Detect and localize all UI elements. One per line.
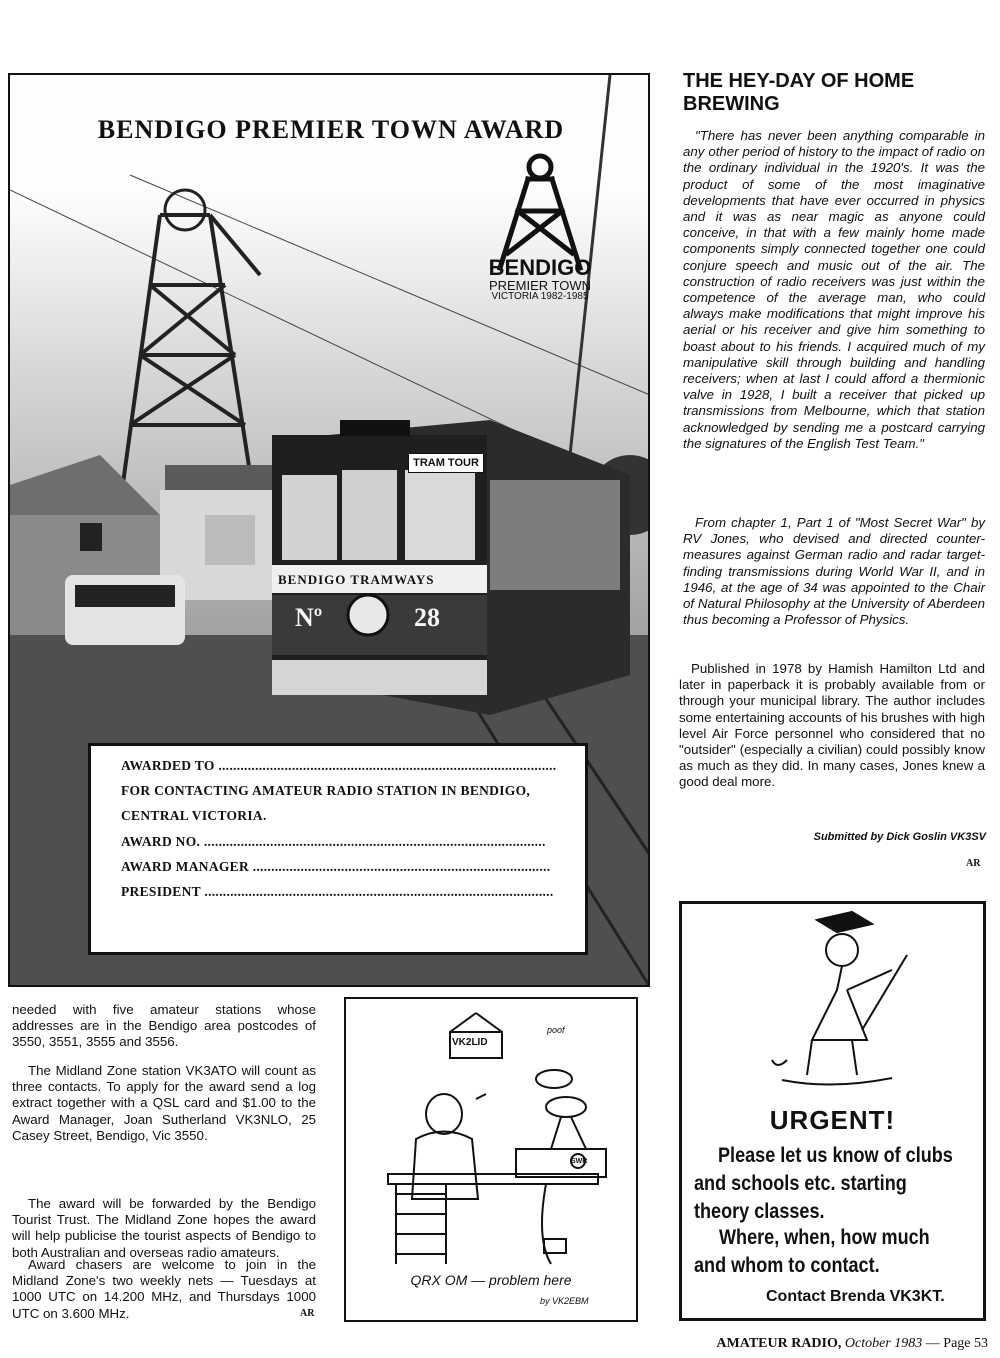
award-end-mark: AR [300, 1308, 315, 1319]
form-central-victoria: CENTRAL VICTORIA. [121, 808, 267, 823]
logo-name: BENDIGO [488, 255, 592, 280]
article-submitted-by: Submitted by Dick Goslin VK3SV [813, 831, 986, 843]
form-contacting: FOR CONTACTING AMATEUR RADIO STATION IN BENDIGO, [121, 783, 531, 798]
award-text-p1: needed with five amateur stations whose addresses are in the Bendigo area postcodes of 3550, 3551, 3555 and 3556. [12, 1002, 316, 1050]
cartoon-callsign-sign: VK2LID [452, 1037, 488, 1048]
article-source: From chapter 1, Part 1 of "Most Secret War" by RV Jones, who devised and directed counter-measures against German radio and radar target-finding transmissions during World War II, and in 1946, at the age of 34 was appointed to the Chair of Natural Philosophy at the University of Aberdeen thus becoming a Professor of Physics. [683, 515, 985, 628]
urgent-line-5: and whom to contact. [694, 1254, 880, 1277]
footer-date: October 1983 [844, 1336, 923, 1351]
cartoon-swr-meter: SWR [571, 1158, 588, 1165]
urgent-line-3: theory classes. [694, 1200, 825, 1223]
award-form [88, 743, 588, 955]
footer-page: — Page 53 [925, 1336, 988, 1351]
award-title: BENDIGO PREMIER TOWN AWARD [97, 115, 565, 144]
form-president: PRESIDENT ............................................................................................... [121, 884, 554, 899]
urgent-line-2: and schools etc. starting [694, 1172, 907, 1195]
award-text-p2: The Midland Zone station VK3ATO will count as three contacts. To apply for the award send a log extract together with a QSL card and $1.00 to the Award Manager, Joan Sutherland VK3NLO, 25 Casey Street, Bendigo, Vic 3550. [12, 1063, 316, 1143]
form-award-manager: AWARD MANAGER ................................................................................. [121, 859, 551, 874]
award-text-p4: Award chasers are welcome to join in the Midland Zone's two weekly nets — Tuesdays at 1000 UTC on 14.200 MHz, and Thursdays 1000 UTC on 3.600 MHz. [12, 1257, 316, 1321]
article-published: Published in 1978 by Hamish Hamilton Ltd and later in paperback it is probably available from or through your municipal library. The author includes some entertaining accounts of his brushes with high level Air Force personnel who considered that no "outsider" (especially a civilian) could possibly know as much as they did. In many cases, Jones knew a good deal more. [679, 661, 985, 790]
teacher-girl-illustration [742, 910, 922, 1100]
article-heading: THE HEY-DAY OF HOME BREWING [683, 70, 915, 115]
logo-years: VICTORIA 1982-1985 [491, 291, 589, 302]
tram-destination-sign: TRAM TOUR [408, 453, 484, 473]
form-award-no: AWARD NO. ............................................................................................. [121, 834, 546, 849]
page-footer [676, 1336, 988, 1352]
tram-number: 28 [414, 603, 440, 632]
logo-premier-town: PREMIER TOWN [488, 278, 592, 293]
cartoon-poof: poof [547, 1025, 565, 1035]
cartoon-drawing [346, 999, 636, 1274]
urgent-contact: Contact Brenda VK3KT. [766, 1288, 945, 1305]
urgent-line-4: Where, when, how much [719, 1226, 930, 1249]
award-poster [8, 73, 650, 987]
form-awarded-to: AWARDED TO ............................................................................................ [121, 758, 557, 773]
award-text-p3: The award will be forwarded by the Bendigo Tourist Trust. The Midland Zone hopes the award will help publicise the tourist aspects of Bendigo to both Australian and overseas radio amateurs. [12, 1196, 316, 1260]
cartoon-credit: by VK2EBM [540, 1296, 589, 1306]
article-end-mark: AR [966, 858, 981, 869]
article-quote: "There has never been anything comparable in any other period of history to the impact of radio on the ordinary individual in the 1920's. It was the product of some of the most imaginative developments that have ever occurred in physics and it was as near magic as anyone could conceive, in that with a few mainly home made components simply connected together one could conjure speech and music out of the air. The construction of radio receivers was just within the competence of the average man, who could always make modifications that might improve his aerial or his receiver and give him something to boast about to his friends. I acquired much of my manipulative skill through building and handling receivers; when at last I could afford a thermionic valve in 1928, I built a receiver that picked up transmissions from Melbourne, which that station acknowledged by sending me a postcard carrying the signatures of the English Test Team." [683, 128, 985, 451]
footer-magazine: AMATEUR RADIO, [716, 1336, 842, 1351]
tram-number-prefix: Nº [295, 603, 323, 632]
urgent-line-1: Please let us know of clubs [718, 1144, 953, 1167]
urgent-title: URGENT! [769, 1105, 896, 1135]
cartoon-caption: QRX OM — problem here [410, 1272, 572, 1288]
tram-company-name: BENDIGO TRAMWAYS [278, 572, 435, 587]
